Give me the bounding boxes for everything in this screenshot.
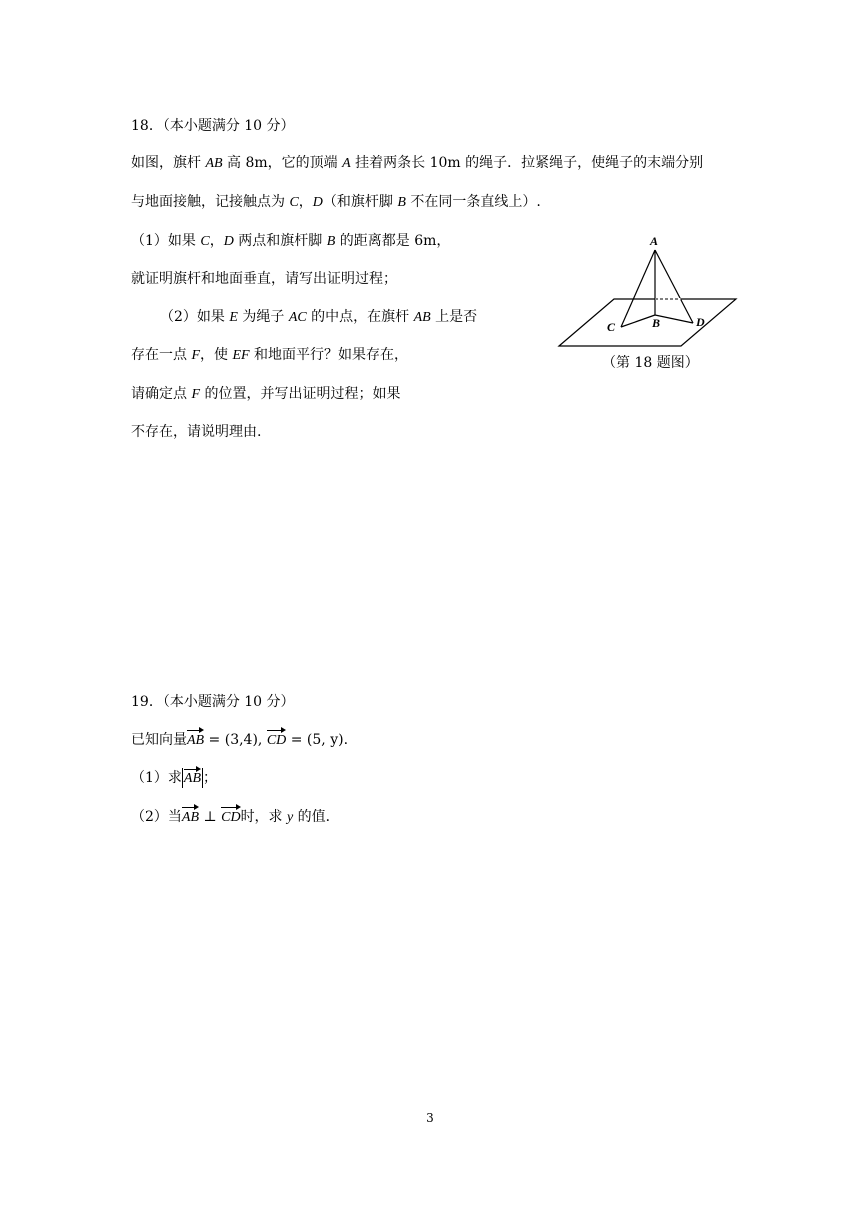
rope-ad	[655, 250, 693, 323]
abs-value	[182, 768, 203, 788]
q18-part2-line2: 存在一点 F，使 EF 和地面平行？如果存在，	[131, 347, 409, 363]
q18-header: 18．（本小题满分 10 分）	[131, 118, 295, 134]
q19-header: 19．（本小题满分 10 分）	[131, 694, 295, 710]
label-a: A	[650, 234, 659, 248]
label-d: D	[696, 315, 705, 329]
q19-text-line1: 已知向量AB = (3,4), CD = (5, y).	[131, 729, 348, 751]
page-number: 3	[426, 1111, 434, 1125]
vector-ab: AB	[182, 806, 199, 828]
q18-part1-line1: （1）如果 C，D 两点和旗杆脚 B 的距离都是 6m，	[131, 233, 451, 249]
rope-ac	[621, 250, 655, 327]
vector-cd: CD	[267, 729, 286, 751]
q18-part2-line1: （2）如果 E 为绳子 AC 的中点，在旗杆 AB 上是否	[160, 309, 478, 325]
q18-part2-line4: 不存在，请说明理由.	[131, 424, 262, 440]
vector-ab: AB	[187, 729, 204, 751]
q18-text-line2: 与地面接触，记接触点为 C，D（和旗杆脚 B 不在同一条直线上）.	[131, 194, 541, 210]
label-b: B	[652, 316, 661, 330]
q19-part2: （2）当AB ⊥ CD时，求 y 的值．	[131, 806, 340, 828]
q18-part2-line3: 请确定点 F 的位置，并写出证明过程；如果	[131, 386, 401, 402]
q18-part1-line2: 就证明旗杆和地面垂直，请写出证明过程；	[131, 271, 397, 287]
q18-figure	[554, 230, 740, 352]
q18-text-line1: 如图，旗杆 AB 高 8m，它的顶端 A 挂着两条长 10m 的绳子．拉紧绳子，使绳子的末端分别	[131, 155, 704, 171]
segment-bd	[655, 315, 693, 323]
q19-part1: （1）求 AB ；	[131, 770, 218, 786]
vector-cd: CD	[221, 806, 240, 828]
q18-figure-caption: （第 18 题图）	[602, 355, 699, 371]
label-c: C	[607, 320, 616, 334]
ground-plane	[559, 299, 736, 346]
vector-ab: AB	[184, 768, 201, 788]
